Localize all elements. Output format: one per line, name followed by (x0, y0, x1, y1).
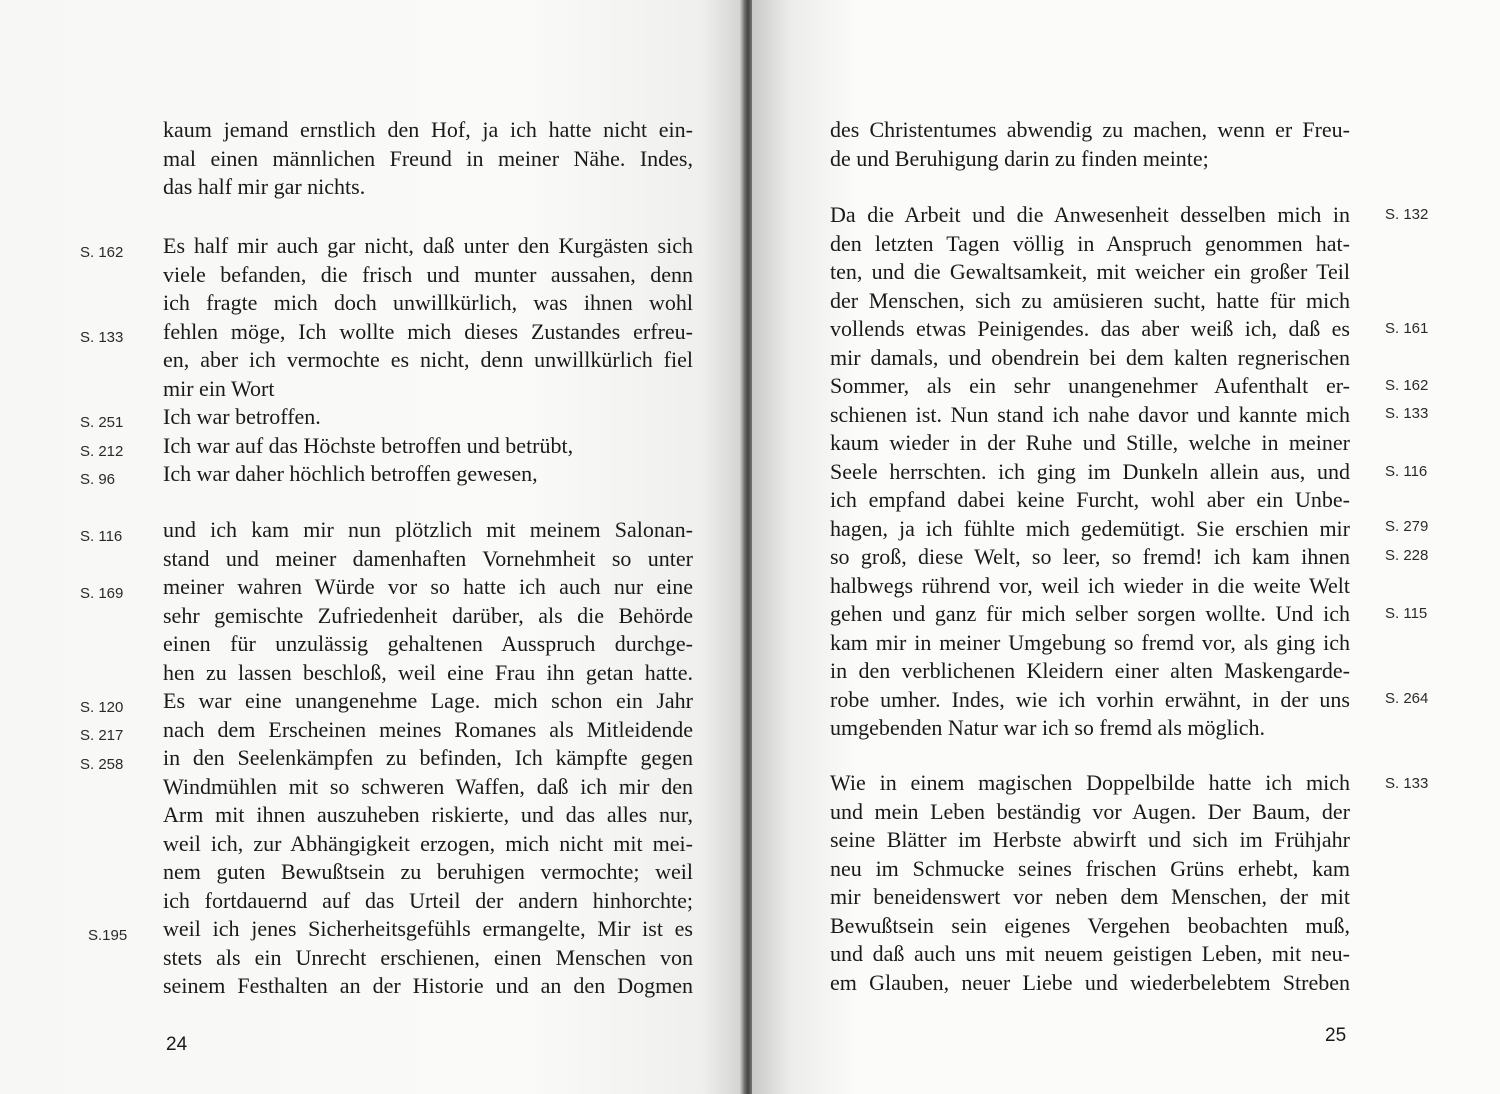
margin-page-ref: S. 116 (1385, 463, 1428, 480)
text-line: neu im Schmucke seines frischen Grüns erhebt, kam (830, 855, 1350, 881)
margin-page-ref: S. 162 (80, 244, 124, 261)
text-line: gehen und ganz für mich selber sorgen wollte. Und ich (830, 601, 1350, 626)
margin-page-ref: S.195 (88, 927, 128, 944)
text-line: und daß auch uns mit neuem geistigen Leben, mit neu- (830, 941, 1350, 966)
margin-page-ref: S. 96 (80, 471, 116, 488)
margin-page-ref: S. 264 (1385, 690, 1429, 707)
text-line: des Christentumes abwendig zu machen, wenn er Freu- (830, 117, 1350, 142)
margin-page-ref: S. 161 (1385, 320, 1429, 337)
text-line: kam mir in meiner Umgebung so fremd vor, als ging ich (830, 629, 1350, 655)
text-line: halbwegs rührend vor, weil ich wieder in die weite Welt (830, 572, 1350, 598)
text-line: stand und meiner damenhaften Vornehmheit so unter (163, 545, 693, 571)
text-line: Wie in einem magischen Doppelbilde hatte ich mich (830, 770, 1350, 795)
text-line: ich fortdauernd auf das Urteil der andern hinhorchte; (163, 887, 693, 913)
text-line: mir damals, und obendrein bei dem kalten regnerischen (830, 344, 1350, 370)
text-line: mal einen männlichen Freund in meiner Nähe. Indes, (163, 145, 693, 171)
margin-page-ref: S. 228 (1385, 547, 1429, 564)
text-line: und mein Leben beständig vor Augen. Der Baum, der (830, 798, 1350, 824)
text-line: der Menschen, sich zu amüsieren sucht, hatte für mich (830, 287, 1350, 313)
text-line: seine Blätter im Herbste abwirft und sich im Frühjahr (830, 827, 1350, 852)
text-line: schienen ist. Nun stand ich nahe davor und kannte mich (830, 401, 1350, 427)
margin-page-ref: S. 133 (1385, 405, 1429, 422)
text-line: em Glauben, neuer Liebe und wiederbelebtem Streben (830, 969, 1350, 995)
text-line: Es war eine unangenehme Lage. mich schon ein Jahr (163, 688, 693, 713)
text-line: das half mir gar nichts. (163, 174, 366, 199)
text-line: einen für unzulässig gehaltenen Ausspruch durchge- (163, 631, 693, 656)
page-number: 24 (166, 1034, 188, 1055)
text-line: und ich kam mir nun plötzlich mit meinem Salonan- (163, 517, 693, 542)
text-line: nach dem Erscheinen meines Romanes als Mitleidende (163, 716, 693, 742)
text-line: mir ein Wort (163, 375, 275, 401)
margin-page-ref: S. 116 (80, 528, 123, 545)
right-page (752, 0, 1500, 1094)
text-line: nem guten Bewußtsein zu beruhigen vermochte; weil (163, 859, 693, 884)
text-line: Ich war daher höchlich betroffen gewesen, (163, 461, 538, 486)
text-line: ich empfand dabei keine Furcht, wohl aber ein Unbe- (830, 487, 1350, 512)
text-line: sehr gemischte Zufriedenheit darüber, als die Behörde (163, 602, 693, 628)
right-paragraph-1 (830, 116, 1350, 173)
left-paragraph-1 (163, 116, 693, 202)
text-line: Da die Arbeit und die Anwesenheit desselben mich in (830, 202, 1350, 227)
left-page (0, 0, 748, 1094)
text-line: so groß, diese Welt, so leer, so fremd! ich kam ihnen (830, 544, 1350, 569)
text-line: weil ich, zur Abhängigkeit erzogen, mich nicht mit mei- (163, 830, 693, 856)
margin-page-ref: S. 132 (1385, 206, 1429, 223)
text-line: de und Beruhigung darin zu finden meinte; (830, 145, 1209, 171)
margin-page-ref: S. 279 (1385, 518, 1429, 535)
text-line: robe umher. Indes, wie ich vorhin erwähnt, in der uns (830, 686, 1350, 712)
text-line: weil ich jenes Sicherheitsgefühls ermangelte, Mir ist es (163, 916, 693, 941)
margin-page-ref: S. 133 (80, 329, 124, 346)
text-line: Sommer, als ein sehr unangenehmer Aufenthalt er- (830, 373, 1350, 398)
text-line: hagen, ja ich fühlte mich gedemütigt. Sie erschien mir (830, 515, 1350, 541)
margin-page-ref: S. 120 (80, 699, 124, 716)
text-line: ten, und die Gewaltsamkeit, mit weicher ein großer Teil (830, 259, 1350, 284)
text-line: kaum wieder in der Ruhe und Stille, welche in meiner (830, 430, 1350, 455)
left-paragraph-2 (163, 232, 693, 489)
text-line: Arm mit ihnen auszuheben riskierte, und das alles nur, (163, 802, 693, 827)
text-line: vollends etwas Peinigendes. das aber weiß ich, daß es (830, 316, 1350, 341)
text-line: hen zu lassen beschloß, weil eine Frau ihn getan hatte. (163, 659, 693, 685)
right-paragraph-3 (830, 769, 1350, 997)
margin-page-ref: S. 251 (80, 414, 124, 431)
margin-page-ref: S. 115 (1385, 605, 1428, 622)
text-line: Seele herrschten. ich ging im Dunkeln allein aus, und (830, 458, 1350, 484)
text-line: in den Seelenkämpfen zu befinden, Ich kämpfte gegen (163, 745, 693, 770)
text-line: umgebenden Natur war ich so fremd als möglich. (830, 715, 1265, 740)
margin-page-ref: S. 212 (80, 443, 124, 460)
margin-page-ref: S. 258 (80, 756, 124, 773)
margin-page-ref: S. 169 (80, 585, 124, 602)
text-line: in den verblichenen Kleidern einer alten Maskengarde- (830, 658, 1350, 683)
text-line: viele befanden, die frisch und munter aussahen, denn (163, 261, 693, 287)
text-line: Es half mir auch gar nicht, daß unter den Kurgästen sich (163, 233, 693, 258)
left-paragraph-3 (163, 516, 693, 1001)
text-line: fehlen möge, Ich wollte mich dieses Zustandes erfreu- (163, 318, 693, 344)
text-line: ich fragte mich doch unwillkürlich, was ihnen wohl (163, 290, 693, 315)
right-paragraph-2 (830, 201, 1350, 743)
text-line: en, aber ich vermochte es nicht, denn unwillkürlich fiel (163, 347, 693, 372)
text-line: Bewußtsein sein eigenes Vergehen beobachten muß, (830, 912, 1350, 938)
text-line: meiner wahren Würde vor so hatte ich auch nur eine (163, 574, 693, 599)
text-line: den letzten Tagen völlig in Anspruch genommen hat- (830, 230, 1350, 256)
page-number: 25 (1325, 1025, 1347, 1046)
margin-page-ref: S. 162 (1385, 377, 1429, 394)
text-line: mir beneidenswert vor neben dem Menschen, der mit (830, 884, 1350, 909)
text-line: Windmühlen mit so schweren Waffen, daß ich mir den (163, 773, 693, 799)
text-line: stets als ein Unrecht erschienen, einen Menschen von (163, 944, 693, 970)
margin-page-ref: S. 217 (80, 727, 124, 744)
text-line: kaum jemand ernstlich den Hof, ja ich hatte nicht ein- (163, 117, 693, 142)
text-line: seinem Festhalten an der Historie und an den Dogmen (163, 973, 693, 998)
margin-page-ref: S. 133 (1385, 775, 1429, 792)
text-line: Ich war betroffen. (163, 404, 321, 429)
text-line: Ich war auf das Höchste betroffen und betrübt, (163, 432, 574, 458)
